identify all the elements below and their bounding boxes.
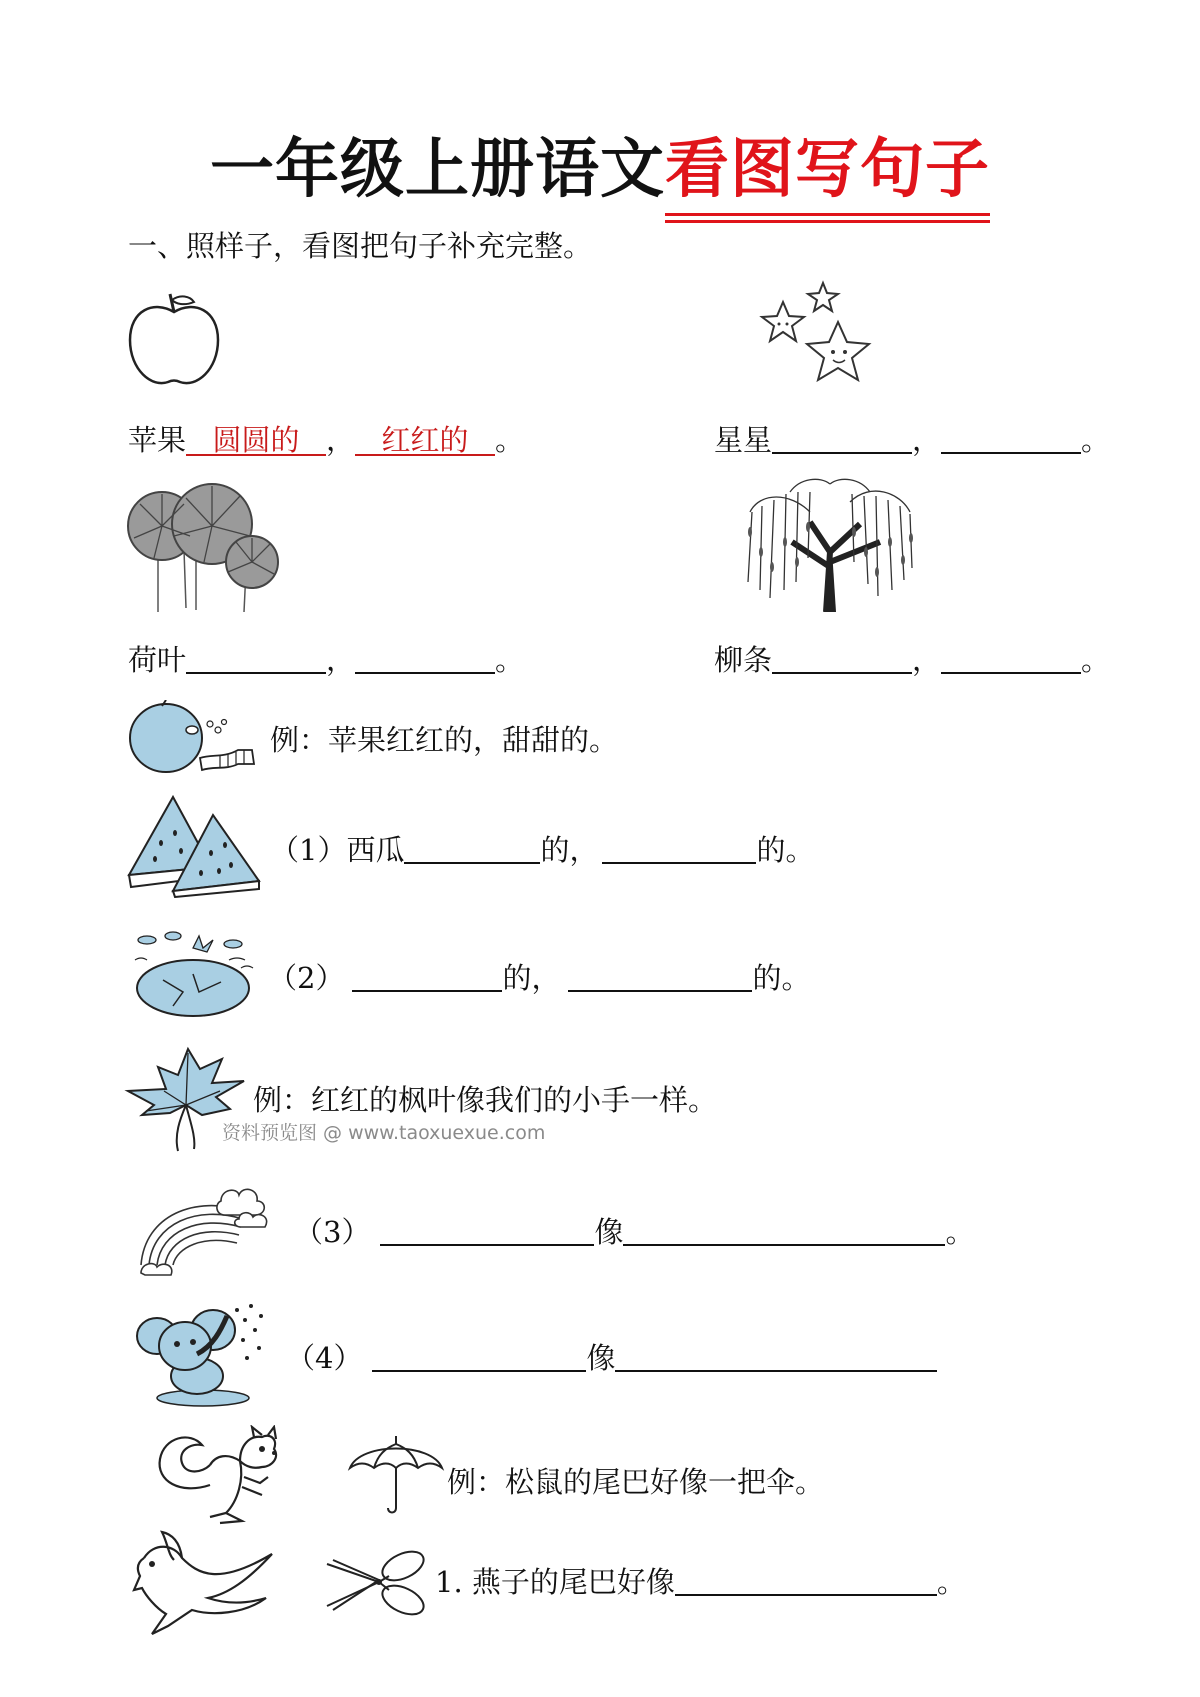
q1-blank-1[interactable] (404, 832, 540, 864)
period: 。 (495, 643, 525, 677)
q4-mid: 像 (586, 1341, 616, 1375)
apple-answer1: 圆圆的 (212, 423, 300, 457)
question-5 (435, 1560, 966, 1601)
apple-answer2: 红红的 (381, 423, 469, 457)
lotus-subject: 荷叶 (128, 643, 187, 677)
comma: ， (326, 643, 356, 677)
blue-apple-icon (128, 700, 263, 778)
apple-subject: 苹果 (128, 423, 187, 457)
comma: ， (912, 643, 942, 677)
stars-blank-2[interactable] (941, 422, 1081, 454)
q4-prefix: （4） (286, 1341, 363, 1375)
q3-blank-1[interactable] (380, 1214, 594, 1246)
question-2 (268, 956, 810, 997)
question-3 (294, 1210, 974, 1251)
example-2: 例：红红的枫叶像我们的小手一样。 (253, 1083, 718, 1117)
stars-sentence (714, 418, 1110, 459)
q4-blank-2[interactable] (615, 1340, 937, 1372)
q1-blank-2[interactable] (602, 832, 756, 864)
q2-mid: 的， (502, 961, 561, 995)
willow-tree-icon (740, 472, 920, 612)
willow-blank-2[interactable] (941, 642, 1081, 674)
apple-answer2-field[interactable] (355, 422, 495, 456)
q2-blank-1[interactable] (352, 960, 502, 992)
q2-end: 的。 (752, 961, 811, 995)
title-highlight (665, 118, 990, 210)
stars-icon (755, 280, 885, 405)
q1-end: 的。 (756, 833, 815, 867)
q5-end: 。 (936, 1565, 966, 1599)
watermelon-icon (125, 793, 265, 898)
q5-prefix: 1. 燕子的尾巴好像 (435, 1565, 675, 1599)
example-1: 例：苹果红红的，甜甜的。 (270, 723, 619, 757)
question-4 (286, 1336, 937, 1377)
apple-icon (124, 292, 224, 392)
comma: ， (912, 423, 942, 457)
scissors-icon (323, 1548, 429, 1620)
elephant-icon (133, 1296, 275, 1408)
q1-mid: 的， (540, 833, 599, 867)
question-1 (270, 828, 814, 869)
period: 。 (495, 423, 525, 457)
q3-mid: 像 (594, 1215, 624, 1249)
period: 。 (1081, 423, 1111, 457)
q3-end: 。 (945, 1215, 975, 1249)
watermark: 资料预览图 @ www.taoxuexue.com (222, 1122, 546, 1144)
rainbow-icon (135, 1175, 275, 1280)
q3-prefix: （3） (294, 1215, 371, 1249)
willow-subject: 柳条 (714, 643, 773, 677)
swallow-icon (128, 1530, 276, 1636)
q2-blank-2[interactable] (568, 960, 752, 992)
lotus-blank-1[interactable] (186, 642, 326, 674)
q2-prefix: （2） (268, 961, 345, 995)
umbrella-icon (346, 1432, 446, 1514)
page-title (0, 118, 1200, 210)
lotus-pond-icon (133, 930, 255, 1022)
lotus-sentence (128, 638, 524, 679)
willow-sentence (714, 638, 1110, 679)
comma: ， (326, 423, 356, 457)
title-red: 看图写句子 (665, 133, 990, 207)
period: 。 (1081, 643, 1111, 677)
willow-blank-1[interactable] (772, 642, 912, 674)
stars-subject: 星星 (714, 423, 773, 457)
example-3: 例：松鼠的尾巴好像一把伞。 (447, 1465, 825, 1499)
lotus-blank-2[interactable] (355, 642, 495, 674)
q5-blank[interactable] (675, 1564, 937, 1596)
lotus-leaves-icon (124, 480, 284, 612)
section-heading: 一、照样子，看图把句子补充完整。 (128, 229, 593, 263)
apple-sentence (128, 418, 524, 459)
stars-blank-1[interactable] (772, 422, 912, 454)
q4-blank-1[interactable] (372, 1340, 586, 1372)
title-black: 一年级上册语文 (210, 133, 665, 207)
q3-blank-2[interactable] (623, 1214, 945, 1246)
q1-prefix: （1）西瓜 (270, 833, 405, 867)
squirrel-icon (150, 1425, 288, 1527)
apple-answer1-field[interactable] (186, 422, 326, 456)
